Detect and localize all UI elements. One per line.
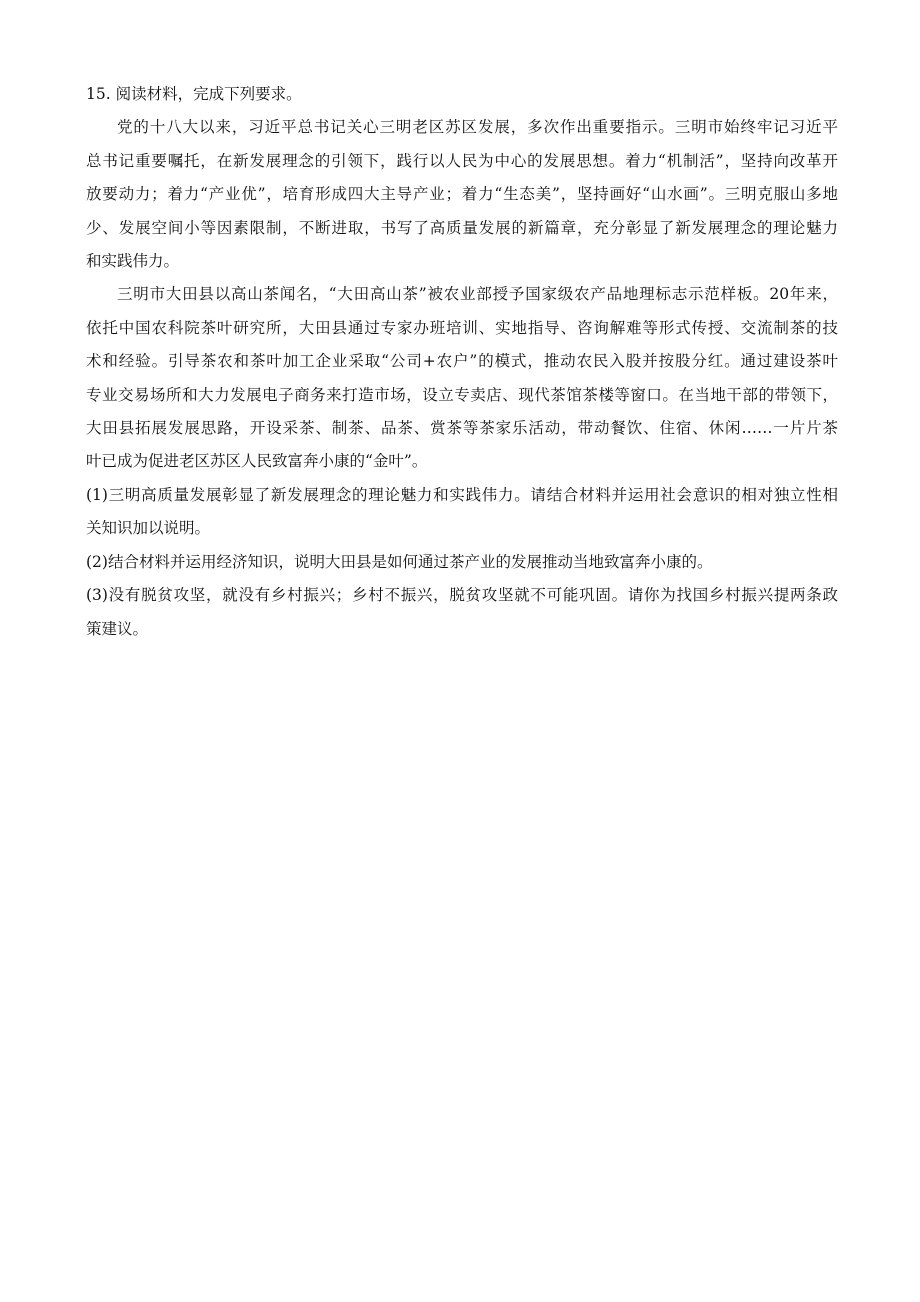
sub-question-1	[86, 479, 838, 546]
material-1-line-2: 总书记重要嘱托，在新发展理念的引领下，践行以人民为中心的发展思想。着力“机制活”，坚持向改革开	[86, 151, 838, 170]
material-2-line-2: 依托中国农科院茶叶研究所，大田县通过专家办班培训、实地指导、咨询解难等形式传授、交流制茶的技	[86, 318, 838, 337]
material-paragraph-1	[86, 111, 838, 278]
sub-question-2	[86, 546, 838, 579]
material-2-line-5: 大田县拓展发展思路，开设采茶、制茶、品茶、赏茶等茶家乐活动，带动餐饮、住宿、休闲……一片片茶	[86, 419, 838, 438]
question-block	[86, 78, 838, 646]
material-1-line-3: 放要动力；着力“产业优”，培育形成四大主导产业；着力“生态美”，坚持画好“山水画”。三明克服山多地	[86, 185, 838, 204]
material-1-line-5: 和实践伟力。	[86, 252, 180, 271]
sub-question-3-line-2: 策建议。	[86, 619, 149, 638]
material-2-line-6: 叶已成为促进老区苏区人民致富奔小康的“金叶”。	[86, 452, 428, 471]
question-title: 15. 阅读材料，完成下列要求。	[86, 85, 302, 103]
sub-question-2-line-1: (2)结合材料并运用经济知识，说明大田县是如何通过茶产业的发展推动当地致富奔小康的。	[86, 552, 713, 571]
material-paragraph-2	[86, 278, 838, 478]
material-2-line-4: 专业交易场所和大力发展电子商务来打造市场，设立专卖店、现代茶馆茶楼等窗口。在当地干部的带领下，	[86, 385, 838, 404]
sub-question-3-line-1: (3)没有脱贫攻坚，就没有乡村振兴；乡村不振兴，脱贫攻坚就不可能巩固。请你为找国乡村振兴提两条政	[86, 586, 838, 605]
material-1-line-1: 党的十八大以来，习近平总书记关心三明老区苏区发展，多次作出重要指示。三明市始终牢记习近平	[117, 118, 838, 137]
material-2-line-3: 术和经验。引导茶农和茶叶加工企业采取“公司+农户”的模式，推动农民入股并按股分红。通过建设茶叶	[86, 352, 838, 371]
sub-question-3	[86, 579, 838, 646]
material-2-line-1: 三明市大田县以高山茶闻名，“大田高山茶”被农业部授予国家级农产品地理标志示范样板。20年来，	[117, 285, 838, 304]
material-1-line-4: 少、发展空间小等因素限制，不断进取，书写了高质量发展的新篇章，充分彰显了新发展理念的理论魅力	[86, 218, 838, 237]
sub-question-1-line-2: 关知识加以说明。	[86, 519, 211, 538]
sub-question-1-line-1: (1)三明高质量发展彰显了新发展理念的理论魅力和实践伟力。请结合材料并运用社会意识的相对独立性相	[86, 485, 838, 504]
